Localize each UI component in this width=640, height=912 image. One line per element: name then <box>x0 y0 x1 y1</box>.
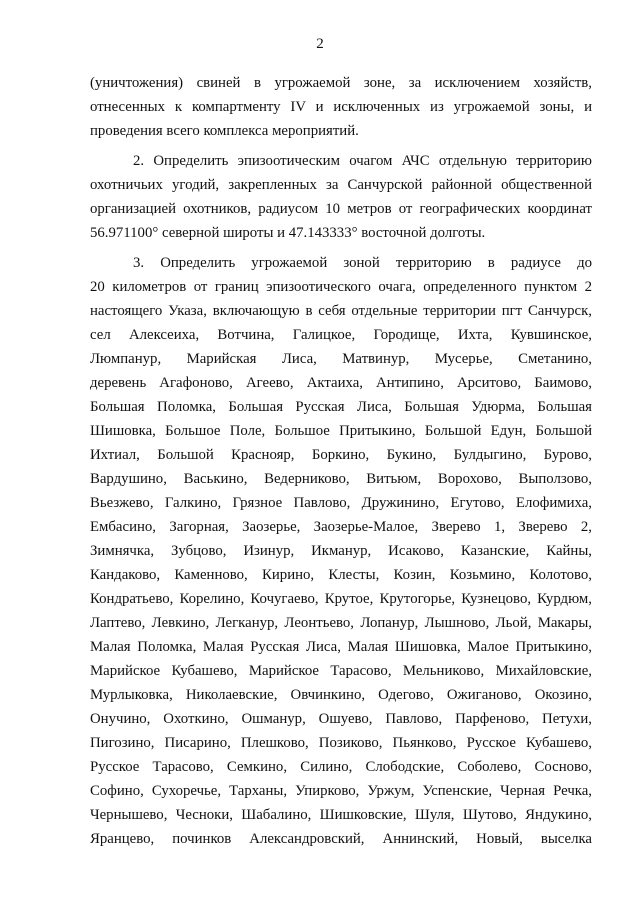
text-line: Шишовка, Большое Поле, Большое Притыкино, Большой Едун, Большой <box>90 423 592 439</box>
text-line: 20 километров от границ эпизоотического очага, определенного пунктом 2 <box>90 279 592 295</box>
text-line: Марийское Кубашево, Марийское Тарасово, Мельниково, Михайловские, <box>90 663 592 679</box>
text-line: Чернышево, Чесноки, Шабалино, Шишковские, Шуля, Шутово, Яндукино, <box>90 807 592 823</box>
text-line: Вьезжево, Галкино, Грязное Павлово, Дружинино, Егутово, Елофимиха, <box>90 495 592 511</box>
text-line: Лаптево, Левкино, Легканур, Леонтьево, Лопанур, Лышново, Льой, Макары, <box>90 615 592 631</box>
text-line: Ихтиал, Большой Краснояр, Боркино, Букино, Булдыгино, Бурово, <box>90 447 592 463</box>
text-line: Большая Поломка, Большая Русская Лиса, Большая Удюрма, Большая <box>90 399 592 415</box>
text-line: деревень Агафоново, Агеево, Актаиха, Антипино, Арситово, Баимово, <box>90 375 592 391</box>
text-line: настоящего Указа, включающую в себя отдельные территории пгт Санчурск, <box>90 303 592 319</box>
text-line: отнесенных к компартменту IV и исключенных из угрожаемой зоны, и <box>90 99 592 115</box>
text-line: Кондратьево, Корелино, Кочугаево, Крутое, Крутогорье, Кузнецово, Курдюм, <box>90 591 592 607</box>
text-line: Кандаково, Каменново, Кирино, Клесты, Козин, Козьмино, Колотово, <box>90 567 592 583</box>
text-line: 56.971100° северной широты и 47.143333° восточной долготы. <box>90 225 486 241</box>
text-line: Малая Поломка, Малая Русская Лиса, Малая Шишовка, Малое Притыкино, <box>90 639 592 655</box>
text-line: (уничтожения) свиней в угрожаемой зоне, за исключением хозяйств, <box>90 75 592 91</box>
text-line: Мурлыковка, Николаевские, Овчинкино, Одегово, Ожиганово, Окозино, <box>90 687 592 703</box>
text-line: 3. Определить угрожаемой зоной территорию в радиусе до <box>133 255 592 271</box>
page-number: 2 <box>316 36 324 52</box>
text-line: Яранцево, починков Александровский, Аннинский, Новый, выселка <box>90 831 592 847</box>
text-line: Люмпанур, Марийская Лиса, Матвинур, Мусерье, Сметанино, <box>90 351 592 367</box>
text-line: Пигозино, Писарино, Плешково, Позиково, Пьянково, Русское Кубашево, <box>90 735 592 751</box>
text-line: Ембасино, Загорная, Заозерье, Заозерье-Малое, Зверево 1, Зверево 2, <box>90 519 592 535</box>
text-line: Русское Тарасово, Семкино, Силино, Слободские, Соболево, Сосново, <box>90 759 592 775</box>
text-line: Вардушино, Васькино, Ведерниково, Витьюм, Ворохово, Выползово, <box>90 471 592 487</box>
text-line: Софино, Сухоречье, Тарханы, Упирково, Уржум, Успенские, Черная Речка, <box>90 783 592 799</box>
text-line: проведения всего комплекса мероприятий. <box>90 123 359 139</box>
text-line: Онучино, Охоткино, Ошманур, Ошуево, Павлово, Парфеново, Петухи, <box>90 711 592 727</box>
text-line: сел Алексеиха, Вотчина, Галицкое, Городище, Ихта, Кувшинское, <box>90 327 592 343</box>
text-line: организацией охотников, радиусом 10 метров от географических координат <box>90 201 592 217</box>
text-line: 2. Определить эпизоотическим очагом АЧС отдельную территорию <box>133 153 592 169</box>
text-line: Зимнячка, Зубцово, Изинур, Икманур, Исаково, Казанские, Кайны, <box>90 543 592 559</box>
text-line: охотничьих угодий, закрепленных за Санчурской районной общественной <box>90 177 592 193</box>
